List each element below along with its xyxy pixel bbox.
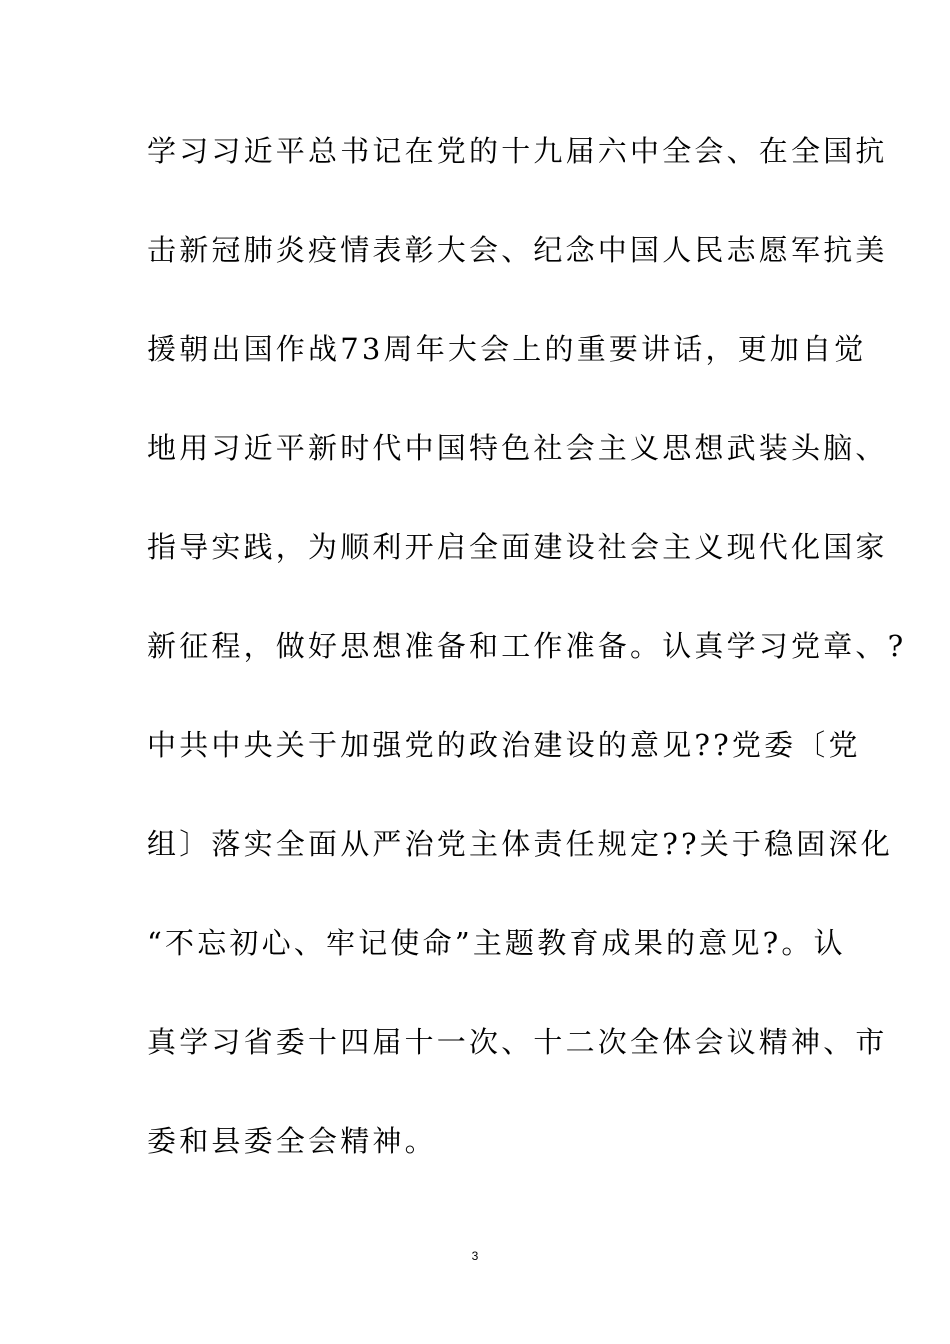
paragraph-line: 援朝出国作战73周年大会上的重要讲话，更加自觉	[147, 332, 867, 366]
paragraph-line: 地用习近平新时代中国特色社会主义思想武装头脑、	[147, 431, 888, 465]
paragraph-line: 新征程，做好思想准备和工作准备。认真学习党章、?	[147, 629, 907, 663]
paragraph-line: 组〕落实全面从严治党主体责任规定??关于稳固深化	[147, 827, 893, 861]
paragraph-line: “不忘初心、牢记使命”主题教育成果的意见?。认	[147, 926, 846, 960]
paragraph-line: 学习习近平总书记在党的十九届六中全会、在全国抗	[147, 134, 888, 168]
paragraph-line: 真学习省委十四届十一次、十二次全体会议精神、市	[147, 1025, 888, 1059]
paragraph-line: 指导实践，为顺利开启全面建设社会主义现代化国家	[147, 530, 888, 564]
paragraph-line: 击新冠肺炎疫情表彰大会、纪念中国人民志愿军抗美	[147, 233, 888, 267]
paragraph-line: 委和县委全会精神。	[147, 1124, 437, 1158]
paragraph-line: 中共中央关于加强党的政治建设的意见??党委〔党	[147, 728, 861, 762]
page-number: 3	[471, 1249, 479, 1263]
body-paragraph	[147, 125, 907, 1214]
